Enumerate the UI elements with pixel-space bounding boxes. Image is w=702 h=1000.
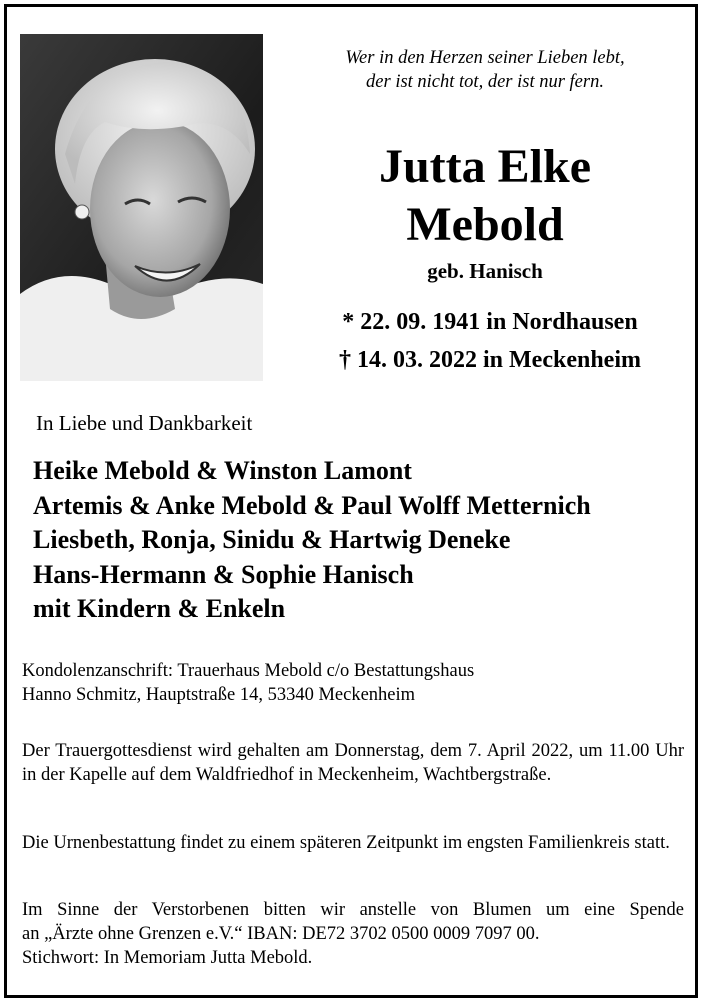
condolence-line-2: Hanno Schmitz, Hauptstraße 14, 53340 Meckenheim bbox=[22, 685, 416, 705]
donation-line-3: Stichwort: In Memoriam Jutta Mebold. bbox=[22, 948, 313, 968]
condolence-line-1: Kondolenzanschrift: Trauerhaus Mebold c/o Bestattungshaus bbox=[22, 661, 475, 681]
donation-info bbox=[22, 898, 684, 970]
birth-date: * 22. 09. 1941 in Nordhausen bbox=[342, 309, 638, 335]
memorial-quote bbox=[290, 46, 680, 94]
maiden-name: geb. Hanisch bbox=[427, 259, 543, 283]
service-info: Der Trauergottesdienst wird gehalten am Donnerstag, dem 7. April 2022, um 11.00 Uhr in der Kapelle auf dem Waldfriedhof in Meckenheim, Wachtbergstraße. bbox=[22, 741, 684, 785]
deceased-surname: Mebold bbox=[406, 198, 564, 251]
mourner-line: mit Kindern & Enkeln bbox=[33, 594, 286, 624]
mourner-line: Heike Mebold & Winston Lamont bbox=[33, 456, 412, 485]
condolence-address bbox=[22, 659, 682, 707]
mourners-list bbox=[33, 454, 683, 627]
quote-line-1: Wer in den Herzen seiner Lieben lebt, bbox=[345, 48, 625, 68]
mourner-line: Hans-Hermann & Sophie Hanisch bbox=[33, 559, 414, 589]
quote-line-2: der ist nicht tot, der ist nur fern. bbox=[366, 72, 604, 92]
burial-info: Die Urnenbestattung findet zu einem späteren Zeitpunkt im engsten Familienkreis statt. bbox=[22, 833, 670, 853]
deceased-name bbox=[290, 138, 680, 254]
death-date: † 14. 03. 2022 in Meckenheim bbox=[339, 347, 641, 373]
deceased-first-names: Jutta Elke bbox=[378, 140, 591, 193]
donation-line-1: Im Sinne der Verstorbenen bitten wir anstelle von Blumen um eine Spende bbox=[22, 900, 684, 920]
mourner-line: Liesbeth, Ronja, Sinidu & Hartwig Deneke bbox=[33, 525, 511, 555]
mourners-intro: In Liebe und Dankbarkeit bbox=[36, 411, 253, 435]
donation-line-2: an „Ärzte ohne Grenzen e.V.“ IBAN: DE72 3702 0500 0009 7097 00. bbox=[22, 924, 540, 944]
mourner-line: Artemis & Anke Mebold & Paul Wolff Metternich bbox=[33, 490, 591, 520]
portrait-photo bbox=[20, 34, 263, 381]
